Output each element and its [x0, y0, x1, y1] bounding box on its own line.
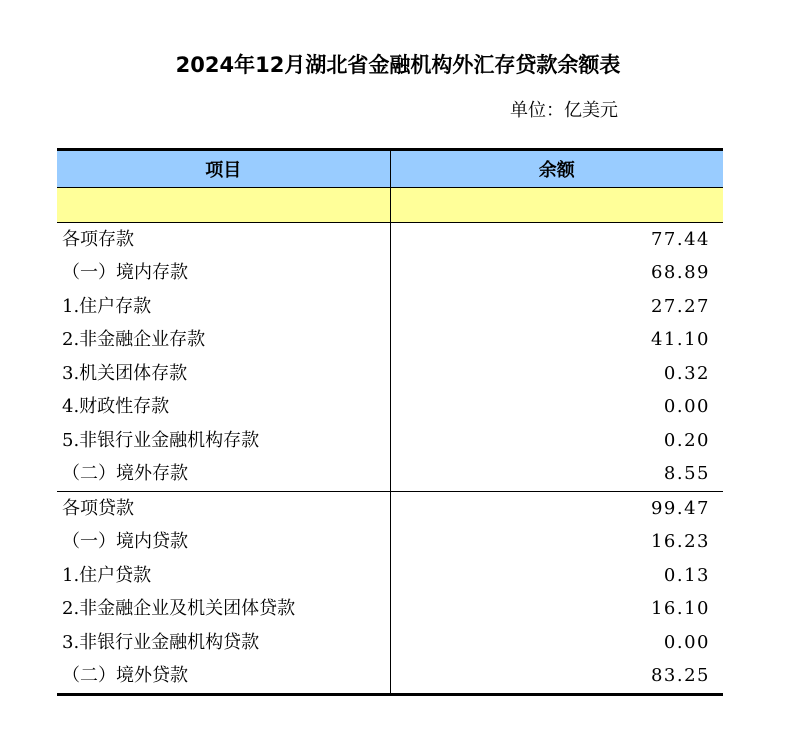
row-value: 16.23	[650, 531, 710, 553]
column-header-item: 项目	[57, 150, 390, 188]
row-label: 3.机关团体存款	[57, 357, 390, 391]
unit-label: 单位：亿美元	[510, 100, 618, 121]
deposits-section	[57, 223, 723, 492]
row-value: 77.44	[650, 228, 710, 250]
row-label: （二）境外贷款	[57, 660, 390, 695]
row-value: 41.10	[650, 329, 710, 351]
table-header	[57, 150, 723, 223]
row-value: 68.89	[650, 262, 710, 284]
row-label: 5.非银行业金融机构存款	[57, 424, 390, 458]
row-label: 2.非金融企业及机关团体贷款	[57, 593, 390, 627]
row-label: 4.财政性存款	[57, 391, 390, 425]
balance-table	[57, 148, 723, 696]
row-label: 1.住户存款	[57, 290, 390, 324]
page-title: 2024年12月湖北省金融机构外汇存贷款余额表	[175, 53, 621, 77]
table-row	[57, 324, 723, 358]
band-cell	[57, 188, 390, 223]
table-row	[57, 559, 723, 593]
table-row	[57, 391, 723, 425]
row-value: 0.13	[663, 564, 710, 586]
table-row	[57, 458, 723, 492]
row-value: 99.47	[650, 497, 710, 519]
table-row	[57, 492, 723, 526]
table-row	[57, 290, 723, 324]
column-header-balance: 余额	[390, 150, 723, 188]
table-row	[57, 660, 723, 695]
highlight-band-row	[57, 188, 723, 223]
row-value: 16.10	[650, 598, 710, 620]
loans-section	[57, 492, 723, 695]
row-value: 0.00	[663, 631, 710, 653]
table-row	[57, 526, 723, 560]
row-label: 各项存款	[57, 223, 390, 257]
table-row	[57, 257, 723, 291]
row-value: 8.55	[390, 458, 723, 492]
balance-table-container	[57, 148, 723, 696]
row-value: 83.25	[390, 660, 723, 695]
row-value: 0.00	[663, 396, 710, 418]
table-row	[57, 357, 723, 391]
table-row	[57, 223, 723, 257]
row-value: 27.27	[650, 295, 710, 317]
row-label: 各项贷款	[57, 492, 390, 526]
row-label: 2.非金融企业存款	[57, 324, 390, 358]
row-label: 1.住户贷款	[57, 559, 390, 593]
row-label: 3.非银行业金融机构贷款	[57, 626, 390, 660]
row-label: （二）境外存款	[57, 458, 390, 492]
row-label: （一）境内存款	[57, 257, 390, 291]
row-label: （一）境内贷款	[57, 526, 390, 560]
table-row	[57, 424, 723, 458]
table-row	[57, 593, 723, 627]
header-row	[57, 150, 723, 188]
table-row	[57, 626, 723, 660]
row-value: 0.20	[663, 429, 710, 451]
row-value: 0.32	[663, 362, 710, 384]
band-cell	[390, 188, 723, 223]
